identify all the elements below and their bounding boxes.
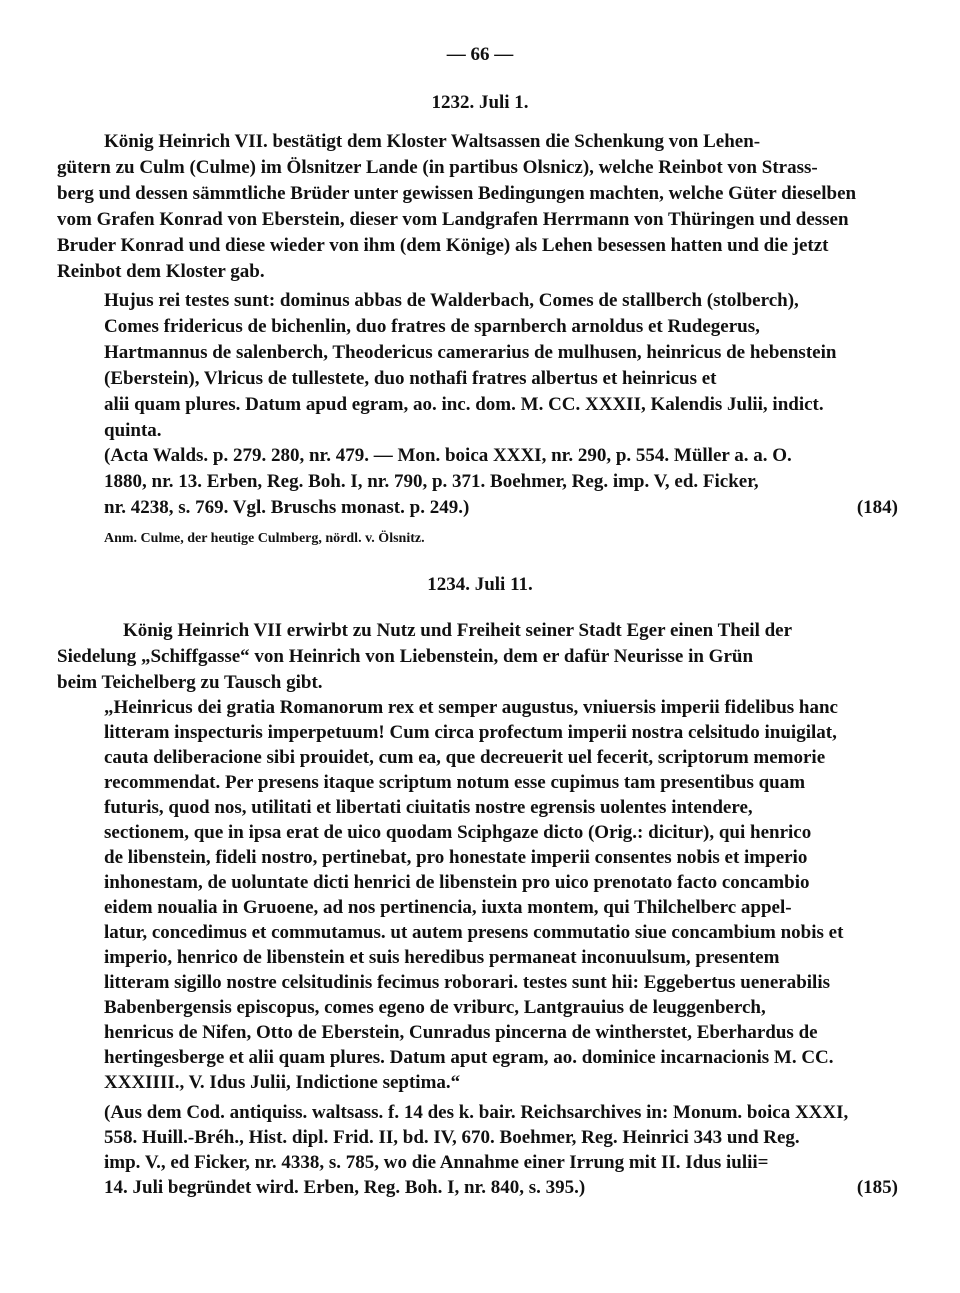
text-line: (Eberstein), Vlricus de tullestete, duo nothafi fratres albertus et heinricus et (104, 368, 717, 389)
summary-line: Siedelung „Schiffgasse“ von Heinrich von Liebenstein, dem er dafür Neurisse in Grün (57, 646, 754, 667)
doc-184-number: (184) (856, 497, 898, 518)
ref-line: 1880, nr. 13. Erben, Reg. Boh. I, nr. 790, p. 371. Boehmer, Reg. imp. V, ed. Ficker, (104, 471, 759, 492)
text-line: „Heinricus dei gratia Romanorum rex et semper augustus, vniuersis imperii fidelibus hanc (104, 697, 838, 718)
text-line: latur, concedimus et commutamus. ut autem presens commutatio siue concambium nobis et (104, 922, 844, 943)
doc-185-number: (185) (856, 1177, 898, 1198)
text-line: cauta deliberacione sibi prouidet, cum ea, que decreuerit uel fecerit, scriptorum memorie (104, 747, 826, 768)
ref-line: (Acta Walds. p. 279. 280, nr. 479. — Mon. boica XXXI, nr. 290, p. 554. Müller a. a. O. (104, 445, 792, 466)
text-line: litteram inspecturis imperpetuum! Cum circa profectum imperii nostra celsitudo inuigilat, (104, 722, 837, 743)
summary-line: beim Teichelberg zu Tausch gibt. (57, 672, 323, 693)
summary-line: berg und dessen sämmtliche Brüder unter gewissen Bedingungen machten, welche Güter dieselben (57, 183, 857, 204)
summary-line: gütern zu Culm (Culme) im Ölsnitzer Lande (in partibus Olsnicz), welche Reinbot von Strass- (57, 157, 818, 178)
summary-line: vom Grafen Konrad von Eberstein, dieser vom Landgrafen Herrmann von Thüringen und dessen (57, 209, 849, 230)
ref-line: imp. V., ed Ficker, nr. 4338, s. 785, wo die Annahme einer Irrung mit II. Idus iulii= (104, 1152, 769, 1173)
text-line: futuris, quod nos, utilitati et libertati ciuitatis nostre egrensis uolentes intendere, (104, 797, 753, 818)
text-line: XXXIIII., V. Idus Julii, Indictione septima.“ (104, 1072, 461, 1093)
summary-line: König Heinrich VII. bestätigt dem Kloster Waltsassen die Schenkung von Lehen- (104, 131, 761, 152)
ref-line: 558. Huill.-Bréh., Hist. dipl. Frid. II, bd. IV, 670. Boehmer, Reg. Heinrici 343 und Reg. (104, 1127, 800, 1148)
ref-line: nr. 4238, s. 769. Vgl. Bruschs monast. p. 249.) (104, 497, 470, 518)
text-line: henricus de Nifen, Otto de Eberstein, Cunradus pincerna de wintherstet, Eberhardus de (104, 1022, 818, 1043)
text-line: de libenstein, fideli nostro, pertinebat, pro honestate imperii consentes nobis et imperio (104, 847, 808, 868)
text-line: hertingesberge et alii quam plures. Datum aput egram, ao. dominice incarnacionis M. CC. (104, 1047, 834, 1068)
text-line: recommendat. Per presens itaque scriptum notum esse cupimus tam presentibus quam (104, 772, 806, 793)
text-line: Hujus rei testes sunt: dominus abbas de Walderbach, Comes de stallberch (stolberch), (104, 290, 799, 311)
text-line: inhonestam, de uoluntate dicti henrici de libenstein pro uico prenotato facto concambio (104, 872, 810, 893)
text-line: quinta. (104, 420, 162, 441)
summary-line: Reinbot dem Kloster gab. (57, 261, 265, 282)
text-line: eidem noualia in Gruoene, ad nos pertinencia, iuxta montem, qui Thilchelberc appel- (104, 897, 792, 918)
text-line: imperio, henrico de libenstein et suis heredibus permaneat inconuulsum, presentem (104, 947, 780, 968)
doc-185-date: 1234. Juli 11. (427, 574, 533, 595)
doc-184-date: 1232. Juli 1. (431, 92, 529, 113)
summary-line: König Heinrich VII erwirbt zu Nutz und Freiheit seiner Stadt Eger einen Theil der (123, 620, 793, 641)
summary-line: Bruder Konrad und diese wieder von ihm (dem Könige) als Lehen besessen hatten und die jetzt (57, 235, 829, 256)
text-line: litteram sigillo nostre celsitudinis fecimus roborari. testes sunt hii: Eggebertus uenerabilis (104, 972, 831, 993)
text-line: Comes fridericus de bichenlin, duo fratres de sparnberch arnoldus et Rudegerus, (104, 316, 760, 337)
doc-184-note: Anm. Culme, der heutige Culmberg, nördl. v. Ölsnitz. (104, 531, 425, 546)
ref-line: 14. Juli begründet wird. Erben, Reg. Boh. I, nr. 840, s. 395.) (104, 1177, 586, 1198)
text-line: sectionem, que in ipsa erat de uico quodam Sciphgaze dicto (Orig.: dicitur), qui henrico (104, 822, 812, 843)
page-number: — 66 — (446, 44, 514, 65)
text-line: Hartmannus de salenberch, Theodericus camerarius de mulhusen, heinricus de hebenstein (104, 342, 837, 363)
text-line: alii quam plures. Datum apud egram, ao. inc. dom. M. CC. XXXII, Kalendis Julii, indict. (104, 394, 824, 415)
text-line: Babenbergensis episcopus, comes egeno de vriburc, Lantgrauius de leuggenberch, (104, 997, 766, 1018)
ref-line: (Aus dem Cod. antiquiss. waltsass. f. 14 des k. bair. Reichsarchives in: Monum. boica XXXI, (104, 1102, 849, 1123)
